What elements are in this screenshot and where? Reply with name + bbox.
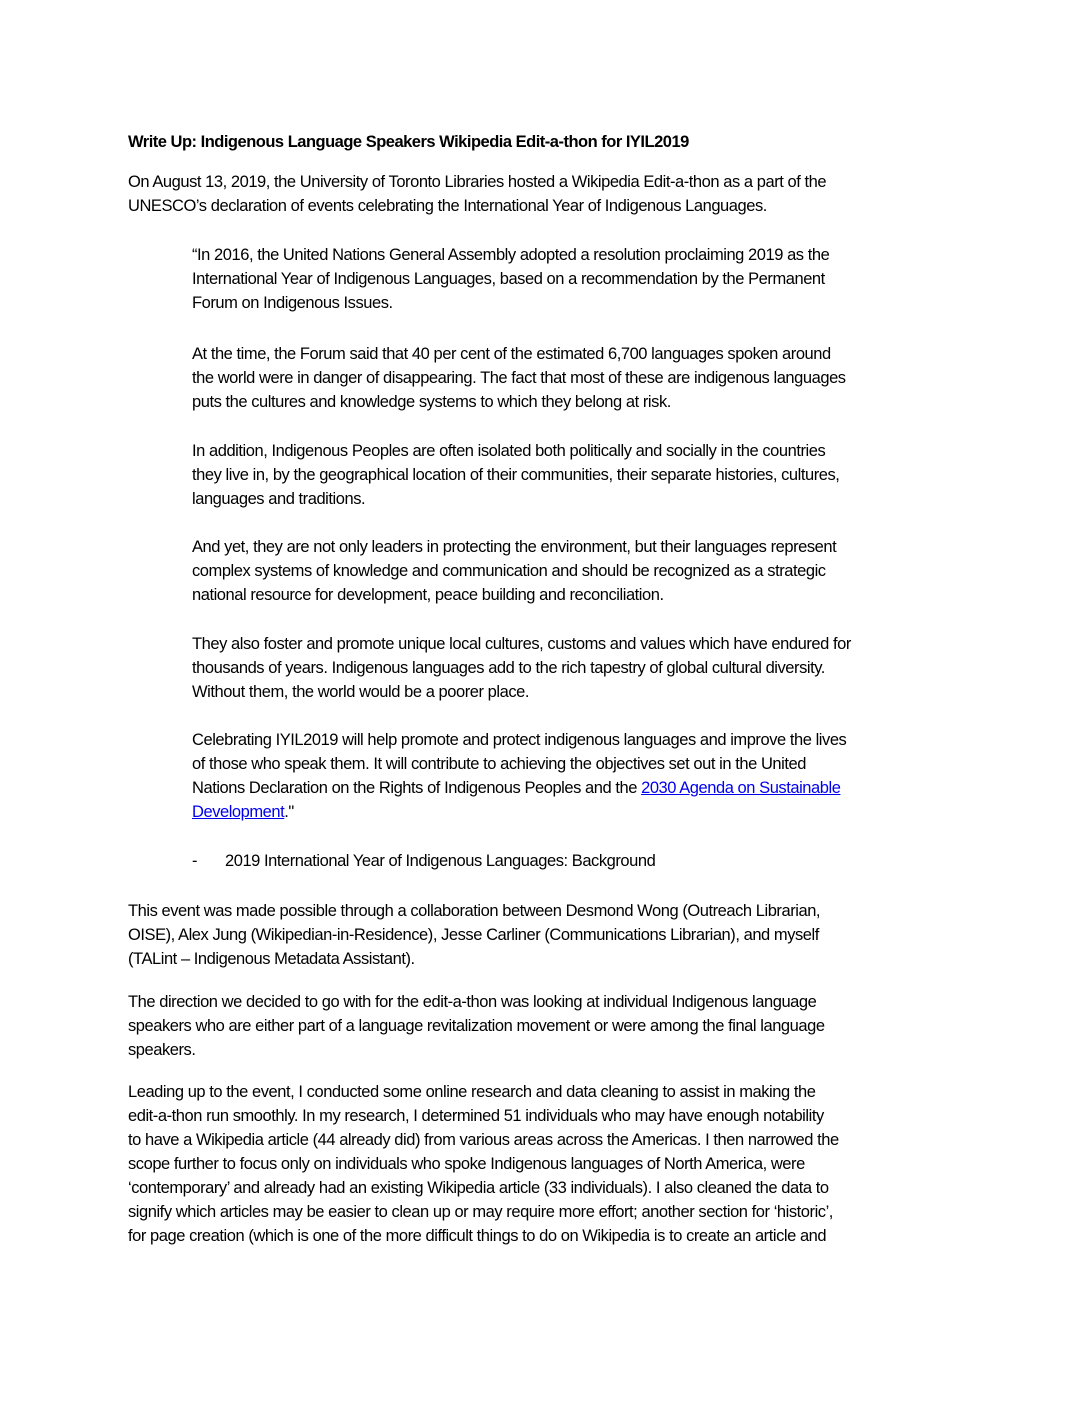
text-line: ‘contemporary’ and already had an existing Wikipedia article (33 individuals). I also cleaned the data to	[128, 1179, 829, 1197]
text-line	[192, 800, 972, 824]
quote-paragraph-4	[192, 535, 972, 607]
text-line: edit-a-thon run smoothly. In my research, I determined 51 individuals who may have enough notability	[128, 1107, 824, 1125]
text-line: the world were in danger of disappearing. The fact that most of these are indigenous languages	[192, 369, 846, 387]
text-line: And yet, they are not only leaders in protecting the environment, but their languages represent	[192, 538, 837, 556]
text-line: “In 2016, the United Nations General Assembly adopted a resolution proclaiming 2019 as the	[192, 246, 830, 264]
direction-paragraph	[128, 990, 968, 1062]
text-line: languages and traditions.	[192, 490, 366, 508]
text-line: to have a Wikipedia article (44 already did) from various areas across the Americas. I then narrowed the	[128, 1131, 839, 1149]
quote-paragraph-3	[192, 439, 972, 511]
intro-paragraph	[128, 170, 968, 218]
sdg-agenda-link[interactable]: 2030 Agenda on Sustainable	[641, 779, 841, 797]
text-line: Celebrating IYIL2019 will help promote and protect indigenous languages and improve the lives	[192, 731, 847, 749]
quote-paragraph-1	[192, 243, 972, 315]
text-line: Without them, the world would be a poorer place.	[192, 683, 530, 701]
text-line: This event was made possible through a collaboration between Desmond Wong (Outreach Librarian,	[128, 902, 821, 920]
quote-paragraph-5	[192, 632, 972, 704]
sdg-agenda-link-continued[interactable]: Development	[192, 803, 285, 821]
text-line: In addition, Indigenous Peoples are often isolated both politically and socially in the countries	[192, 442, 826, 460]
text-line: UNESCO’s declaration of events celebrating the International Year of Indigenous Languages.	[128, 197, 767, 215]
text-line: scope further to focus only on individuals who spoke Indigenous languages of North America, were	[128, 1155, 805, 1173]
text-line: At the time, the Forum said that 40 per cent of the estimated 6,700 languages spoken around	[192, 345, 831, 363]
quote-attribution: 2019 International Year of Indigenous Languages: Background	[225, 852, 656, 870]
text-line: OISE), Alex Jung (Wikipedian-in-Residence), Jesse Carliner (Communications Librarian), and myself	[128, 926, 819, 944]
quote-paragraph-2	[192, 342, 972, 414]
text-line: Leading up to the event, I conducted some online research and data cleaning to assist in making the	[128, 1083, 816, 1101]
text-line: speakers.	[128, 1041, 196, 1059]
text-line: They also foster and promote unique local cultures, customs and values which have endured for	[192, 635, 851, 653]
text-line: (TALint – Indigenous Metadata Assistant).	[128, 950, 415, 968]
text-line: complex systems of knowledge and communication and should be recognized as a strategic	[192, 562, 826, 580]
text-line: puts the cultures and knowledge systems to which they belong at risk.	[192, 393, 671, 411]
text-line: Forum on Indigenous Issues.	[192, 294, 393, 312]
text-line	[192, 776, 972, 800]
attribution-dash: -	[192, 852, 198, 870]
text-line: thousands of years. Indigenous languages add to the rich tapestry of global cultural diversity.	[192, 659, 825, 677]
text-segment: ."	[284, 803, 294, 821]
text-line: national resource for development, peace building and reconciliation.	[192, 586, 664, 604]
text-line: of those who speak them. It will contribute to achieving the objectives set out in the United	[192, 755, 806, 773]
text-line: signify which articles may be easier to clean up or may require more effort; another section for ‘historic’,	[128, 1203, 833, 1221]
text-line: On August 13, 2019, the University of Toronto Libraries hosted a Wikipedia Edit-a-thon as a part of the	[128, 173, 827, 191]
text-line: The direction we decided to go with for the edit-a-thon was looking at individual Indigenous language	[128, 993, 817, 1011]
collaboration-paragraph	[128, 899, 968, 971]
text-line: International Year of Indigenous Languages, based on a recommendation by the Permanent	[192, 270, 825, 288]
text-line: speakers who are either part of a language revitalization movement or were among the final language	[128, 1017, 825, 1035]
text-line: for page creation (which is one of the more difficult things to do on Wikipedia is to create an article and	[128, 1227, 827, 1245]
text-segment: Nations Declaration on the Rights of Indigenous Peoples and the	[192, 779, 642, 797]
text-line: they live in, by the geographical location of their communities, their separate histories, cultures,	[192, 466, 840, 484]
document-title: Write Up: Indigenous Language Speakers Wikipedia Edit-a-thon for IYIL2019	[128, 133, 689, 151]
quote-paragraph-6	[192, 728, 972, 824]
research-paragraph	[128, 1080, 968, 1248]
